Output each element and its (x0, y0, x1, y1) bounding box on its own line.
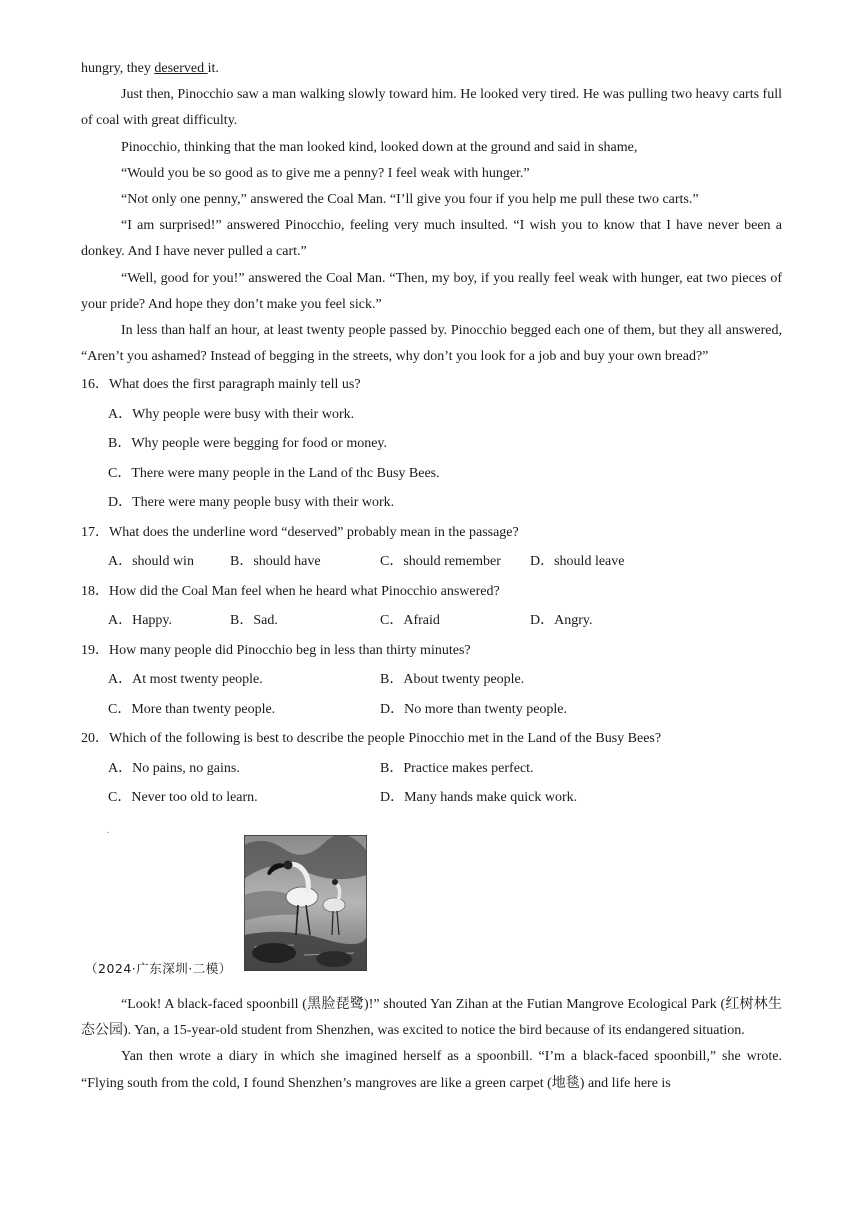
question-16-option-a: A．Why people were busy with their work. (108, 406, 355, 422)
question-20-stem: 20．Which of the following is best to describe the people Pinocchio met in the Land of the Busy Bees? (81, 731, 662, 747)
question-19-stem: 19．How many people did Pinocchio beg in less than thirty minutes? (81, 642, 471, 658)
question-17-options (108, 547, 782, 577)
question-17-stem: 17．What does the underline word “deserved” probably mean in the passage? (81, 524, 519, 540)
text-run: hungry, they (81, 61, 155, 76)
passage1-paragraph: “Not only one penny,” answered the Coal Man. “I’ll give you four if you help me pull these two carts.” (121, 192, 699, 208)
question-18-option-b: B．Sad. (230, 613, 278, 629)
question-17-option-a: A．should win (108, 554, 194, 570)
passage1-paragraph: In less than half an hour, at least twenty people passed by. Pinocchio begged each one of them, but they all answered, “Aren’t you ashamed? Instead of begging in the streets, why don’t you look for a job and buy your own bread?” (81, 323, 782, 365)
question-16-stem: 16．What does the first paragraph mainly tell us? (81, 377, 361, 393)
figure-block (81, 813, 782, 992)
question-19-option-a: A．At most twenty people. (108, 672, 263, 688)
question-19-options-cd (108, 695, 782, 725)
question-19-options-ab (108, 665, 782, 695)
passage1-continuation (81, 56, 782, 82)
question-17-option-d: D．should leave (530, 554, 625, 570)
passage1-paragraph: Just then, Pinocchio saw a man walking slowly toward him. He looked very tired. He was pulling two heavy carts full of coal with great difficulty. (81, 87, 782, 129)
question-20-option-c: C．Never too old to learn. (108, 790, 258, 806)
question-19-option-c: C．More than twenty people. (108, 701, 276, 717)
question-20-options-cd (108, 783, 782, 813)
question-17-option-c: C．should remember (380, 554, 501, 570)
question-18-option-a: A．Happy. (108, 613, 173, 629)
passage1-paragraph: “I am surprised!” answered Pinocchio, feeling very much insulted. “I wish you to know that I have never been a donkey. And I have never pulled a cart.” (81, 218, 782, 260)
question-19-option-b: B．About twenty people. (380, 672, 525, 688)
question-17-option-b: B．should have (230, 554, 321, 570)
stray-dot: . (107, 824, 110, 835)
spoonbill-photo-icon (244, 835, 367, 971)
passage1-paragraph: Pinocchio, thinking that the man looked kind, looked down at the ground and said in shame, (121, 139, 638, 155)
passage1-paragraph: “Well, good for you!” answered the Coal Man. “Then, my boy, if you really feel weak with hunger, eat two pieces of your pride? And hope they don’t make you feel sick.” (81, 270, 782, 312)
passage1-paragraph: “Would you be so good as to give me a penny? I feel weak with hunger.” (121, 165, 530, 181)
question-20-option-b: B．Practice makes perfect. (380, 760, 534, 776)
question-20-option-d: D．Many hands make quick work. (380, 790, 578, 806)
source-label: （2024·广东深圳·二模） (85, 960, 232, 976)
question-20-options-ab (108, 754, 782, 784)
question-16-option-c: C．There were many people in the Land of thc Busy Bees. (108, 465, 440, 481)
question-16-option-b: B．Why people were begging for food or money. (108, 436, 388, 452)
question-18-option-d: D．Angry. (530, 613, 593, 629)
passage2-paragraph: “Look! A black-faced spoonbill (黑脸琵鹭)!” shouted Yan Zihan at the Futian Mangrove Ecological Park (红树林生态公园). Yan, a 15-year-old student from Shenzhen, was excited to notice the bird because of its endangered situation. (81, 996, 782, 1039)
question-18-options (108, 606, 782, 636)
text-run: it. (207, 61, 219, 76)
question-18-stem: 18．How did the Coal Man feel when he heard what Pinocchio answered? (81, 583, 500, 599)
question-20-option-a: A．No pains, no gains. (108, 760, 240, 776)
document-page (81, 56, 782, 1097)
question-19-option-d: D．No more than twenty people. (380, 701, 568, 717)
question-18-option-c: C．Afraid (380, 613, 440, 629)
question-16-option-d: D．There were many people busy with their work. (108, 495, 395, 511)
passage2-paragraph: Yan then wrote a diary in which she imagined herself as a spoonbill. “I’m a black-faced spoonbill,” she wrote. “Flying south from the cold, I found Shenzhen’s mangroves are like a green carpet (地毯) and life here is (81, 1049, 782, 1091)
underlined-word: deserved (154, 61, 208, 76)
